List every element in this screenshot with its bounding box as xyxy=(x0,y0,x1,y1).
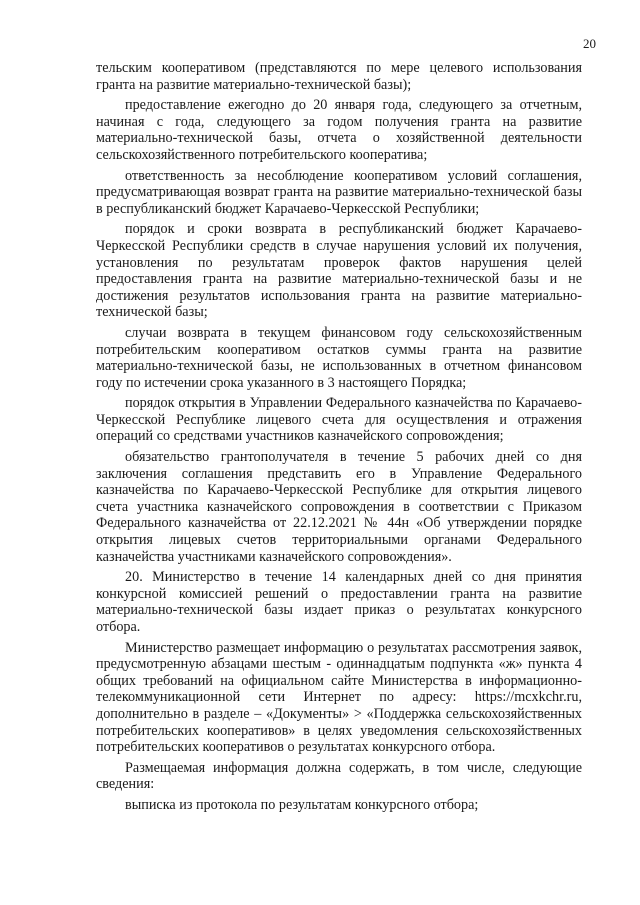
paragraph-continuation: тельским кооперативом (представляются по мере целевого использования гранта на развитие материально-технической базы); xyxy=(96,60,582,93)
document-body xyxy=(96,60,582,818)
paragraph-account-opening: порядок открытия в Управлении Федерального казначейства по Карачаево-Черкесской Республике лицевого счета для осуществления и отражения операций со средствами участников казначейского сопровождения; xyxy=(96,395,582,445)
paragraph-responsibility: ответственность за несоблюдение кооперативом условий соглашения, предусматривающая возврат гранта на развитие материально-технической базы в республиканский бюджет Карачаево-Черкесской Республики; xyxy=(96,167,582,217)
paragraph-grantee-obligation: обязательство грантополучателя в течение 5 рабочих дней со дня заключения соглашения представить его в Управление Федерального казначейства по Карачаево-Черкесской Республике для открытия лицевого счета участника казначейского сопровождения в соответствии с Приказом Федерального казначейства от 22.12.2021 № 44н «Об утверждении порядке открытия лицевых счетов территориальными органами Федерального казначейства участниками казначейского сопровождения». xyxy=(96,449,582,565)
paragraph-return-procedure: порядок и сроки возврата в республиканский бюджет Карачаево-Черкесской Республики средств в случае нарушения условий их получения, установления по результатам проверок фактов нарушения целей предоставления гранта на развитие материально-технической базы и не достижения результатов использования гранта на развитие материально-технической базы; xyxy=(96,221,582,321)
paragraph-published-info: Размещаемая информация должна содержать, в том числе, следующие сведения: xyxy=(96,759,582,793)
paragraph-protocol-extract: выписка из протокола по результатам конкурсного отбора; xyxy=(125,796,479,813)
paragraph-item-20: 20. Министерство в течение 14 календарных дней со дня принятия конкурсной комиссией решений о предоставлении гранта на развитие материально-технической базы издает приказ о результатах конкурсного отбора. xyxy=(96,569,582,635)
page-number: 20 xyxy=(583,36,596,51)
paragraph-results-publication: Министерство размещает информацию о результатах рассмотрения заявок, предусмотренную абзацами шестым - одиннадцатым подпункта «ж» пункта 4 общих требований на официальном сайте Министерства в информационно-телекоммуникационной сети Интернет по адресу: https://mcxkchr.ru, дополнительно в разделе – «Документы» > «Поддержка сельскохозяйственных потребительских кооперативов» в целях уведомления сельскохозяйственных потребительских кооперативов о результатах конкурсного отбора. xyxy=(96,639,582,756)
paragraph-annual-report: предоставление ежегодно до 20 января года, следующего за отчетным, начиная с года, следующего за годом получения гранта на развитие материально-технической базы, отчета о хозяйственной деятельности сельскохозяйственного потребительского кооператива; xyxy=(96,97,582,163)
paragraph-return-cases: случаи возврата в текущем финансовом году сельскохозяйственным потребительским кооперативом остатков суммы гранта на развитие материально-технической базы, не использованных в отчетном финансовом году по истечении срока указанного в 3 настоящего Порядка; xyxy=(96,324,582,391)
